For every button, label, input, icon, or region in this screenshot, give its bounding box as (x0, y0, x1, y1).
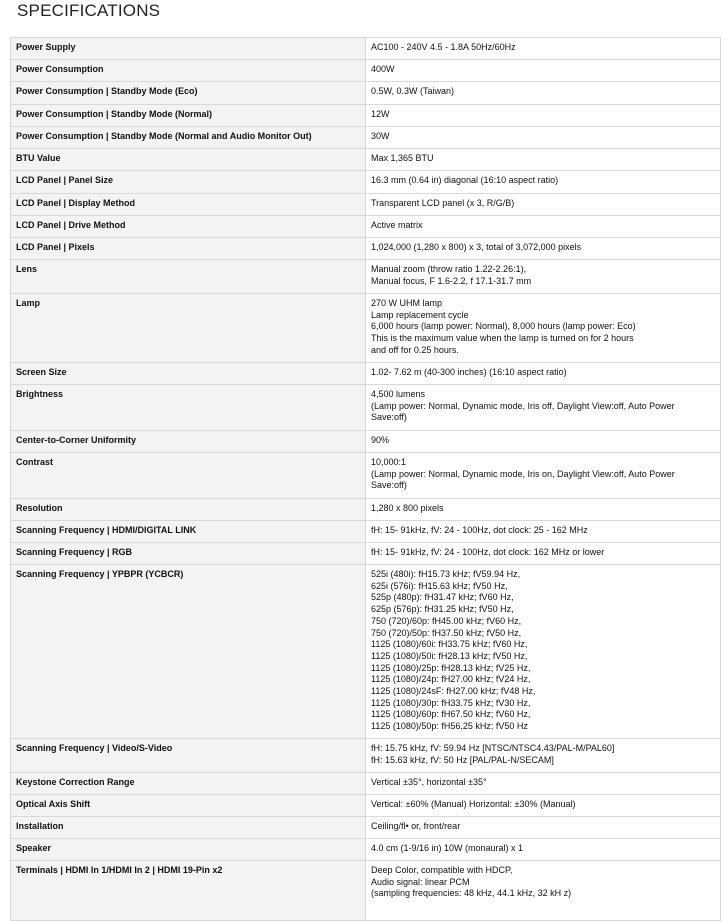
spec-label: Center-to-Corner Uniformity (11, 431, 366, 453)
spec-table-body (11, 38, 721, 921)
spec-label: Scanning Frequency | RGB (11, 543, 366, 565)
spec-label: Lens (11, 260, 366, 294)
spec-value: Deep Color, compatible with HDCP, Audio signal: linear PCM (sampling frequencies: 48 kHz, 44.1 kHz, 32 kH z) (366, 861, 721, 921)
spec-label: Scanning Frequency | Video/S-Video (11, 739, 366, 773)
spec-value: 270 W UHM lamp Lamp replacement cycle 6,000 hours (lamp power: Normal), 8,000 hours (lamp power: Eco) This is the maximum value when the lamp is turned on for 2 hours and off for 0.25 hours. (366, 294, 721, 363)
spec-label: Power Consumption | Standby Mode (Normal) (11, 105, 366, 127)
spec-value: Vertical: ±60% (Manual) Horizontal: ±30% (Manual) (366, 795, 721, 817)
spec-value: 1,024,000 (1,280 x 800) x 3, total of 3,072,000 pixels (366, 238, 721, 260)
spec-label: Keystone Correction Range (11, 773, 366, 795)
table-row (11, 149, 721, 171)
spec-value: 1,280 x 800 pixels (366, 499, 721, 521)
spec-value: AC100 - 240V 4.5 - 1.8A 50Hz/60Hz (366, 38, 721, 60)
spec-value: Transparent LCD panel (x 3, R/G/B) (366, 194, 721, 216)
table-row (11, 431, 721, 453)
spec-label: Installation (11, 817, 366, 839)
spec-label: LCD Panel | Panel Size (11, 171, 366, 194)
spec-value: Max 1,365 BTU (366, 149, 721, 171)
table-row (11, 453, 721, 499)
spec-label: Resolution (11, 499, 366, 521)
table-row (11, 260, 721, 294)
table-row (11, 238, 721, 260)
spec-value: 30W (366, 127, 721, 149)
spec-value: fH: 15- 91kHz, fV: 24 - 100Hz, dot clock: 25 - 162 MHz (366, 521, 721, 543)
spec-label: LCD Panel | Display Method (11, 194, 366, 216)
spec-label: Optical Axis Shift (11, 795, 366, 817)
spec-value: 400W (366, 60, 721, 82)
spec-value: 4.0 cm (1-9/16 in) 10W (monaural) x 1 (366, 839, 721, 861)
spec-value: Vertical ±35°, horizontal ±35° (366, 773, 721, 795)
table-row (11, 861, 721, 921)
spec-value: 90% (366, 431, 721, 453)
spec-label: Terminals | HDMI In 1/HDMI In 2 | HDMI 19-Pin x2 (11, 861, 366, 921)
table-row (11, 385, 721, 431)
table-row (11, 565, 721, 739)
spec-value: 10,000:1 (Lamp power: Normal, Dynamic mode, Iris on, Daylight View:off, Auto Power Save:off) (366, 453, 721, 499)
spec-value: 525i (480i): fH15.73 kHz; fV59.94 Hz, 625i (576i): fH15.63 kHz; fV50 Hz, 525p (480p): fH31.47 kHz; fV60 Hz, 625p (576p): fH31.25 kHz; fV50 Hz, 750 (720)/60p: fH45.00 kHz; fV60 Hz, 750 (720)/50p: fH37.50 kHz; fV50 Hz, 1125 (1080)/60i: fH33.75 kHz; fV60 Hz, 1125 (1080)/50i: fH28.13 kHz; fV50 Hz, 1125 (1080)/25p: fH28.13 kHz; fV25 Hz, 1125 (1080)/24p: fH27.00 kHz; fV24 Hz, 1125 (1080)/24sF: fH27.00 kHz; fV48 Hz, 1125 (1080)/30p: fH33.75 kHz; fV30 Hz, 1125 (1080)/60p: fH67.50 kHz; fV60 Hz, 1125 (1080)/50p: fH56.25 kHz; fV50 Hz (366, 565, 721, 739)
spec-value: 16.3 mm (0.64 in) diagonal (16:10 aspect ratio) (366, 171, 721, 194)
spec-value: 1.02- 7.62 m (40-300 inches) (16:10 aspect ratio) (366, 363, 721, 385)
spec-value: Ceiling/fl• or, front/rear (366, 817, 721, 839)
spec-value: 12W (366, 105, 721, 127)
spec-label: Contrast (11, 453, 366, 499)
table-row (11, 194, 721, 216)
table-row (11, 363, 721, 385)
table-row (11, 521, 721, 543)
spec-label: Power Supply (11, 38, 366, 60)
table-row (11, 82, 721, 105)
table-row (11, 60, 721, 82)
table-row (11, 773, 721, 795)
table-row (11, 171, 721, 194)
spec-label: Lamp (11, 294, 366, 363)
spec-label: Power Consumption | Standby Mode (Eco) (11, 82, 366, 105)
spec-label: Scanning Frequency | HDMI/DIGITAL LINK (11, 521, 366, 543)
table-row (11, 839, 721, 861)
spec-value: fH: 15.75 kHz, fV: 59.94 Hz [NTSC/NTSC4.43/PAL-M/PAL60] fH: 15.63 kHz, fV: 50 Hz [PAL/PAL-N/SECAM] (366, 739, 721, 773)
spec-label: BTU Value (11, 149, 366, 171)
page-title: SPECIFICATIONS (17, 1, 161, 20)
table-row (11, 127, 721, 149)
spec-label: LCD Panel | Drive Method (11, 216, 366, 238)
spec-label: Screen Size (11, 363, 366, 385)
table-row (11, 294, 721, 363)
spec-label: LCD Panel | Pixels (11, 238, 366, 260)
table-row (11, 216, 721, 238)
table-row (11, 739, 721, 773)
table-row (11, 105, 721, 127)
spec-label: Brightness (11, 385, 366, 431)
spec-value: 4,500 lumens (Lamp power: Normal, Dynamic mode, Iris off, Daylight View:off, Auto Power Save:off) (366, 385, 721, 431)
spec-value: 0.5W, 0.3W (Taiwan) (366, 82, 721, 105)
spec-label: Speaker (11, 839, 366, 861)
spec-value: Manual zoom (throw ratio 1.22-2.26:1), Manual focus, F 1.6-2.2, f 17.1-31.7 mm (366, 260, 721, 294)
table-row (11, 38, 721, 60)
table-row (11, 543, 721, 565)
spec-table (10, 37, 721, 921)
spec-label: Scanning Frequency | YPBPR (YCBCR) (11, 565, 366, 739)
spec-value: Active matrix (366, 216, 721, 238)
spec-label: Power Consumption (11, 60, 366, 82)
table-row (11, 795, 721, 817)
spec-label: Power Consumption | Standby Mode (Normal and Audio Monitor Out) (11, 127, 366, 149)
spec-value: fH: 15- 91kHz, fV: 24 - 100Hz, dot clock: 162 MHz or lower (366, 543, 721, 565)
table-row (11, 499, 721, 521)
table-row (11, 817, 721, 839)
